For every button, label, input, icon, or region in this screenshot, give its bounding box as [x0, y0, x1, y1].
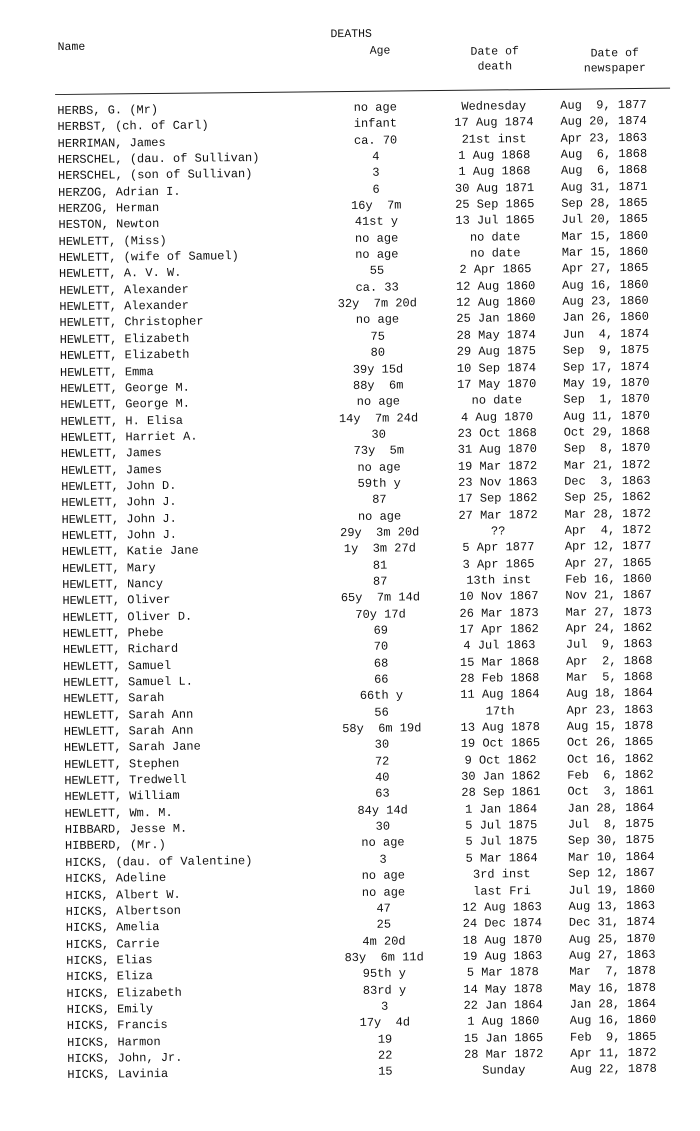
entry-name: HEWLETT, (Miss)	[58, 233, 167, 249]
entry-date-of-death: 5 Mar 1864	[465, 850, 538, 866]
entry-date-of-newspaper: Apr 23, 1863	[566, 702, 654, 718]
entry-date-of-newspaper: Aug 16, 1860	[569, 1013, 657, 1028]
entry-name: HEWLETT, John J.	[61, 511, 177, 527]
entry-name: HEWLETT, (wife of Samuel)	[58, 249, 239, 266]
entry-age: 70y 17d	[355, 607, 406, 622]
entry-age: 29y 3m 20d	[340, 525, 420, 541]
entry-date-of-newspaper: Jun 4, 1874	[562, 326, 650, 342]
entry-name: HICKS, John, Jr.	[67, 1050, 183, 1066]
entry-date-of-death: 5 Jul 1875	[465, 818, 538, 833]
entry-name: HEWLETT, Tredwell	[64, 772, 187, 789]
entry-date-of-newspaper: Apr 12, 1877	[564, 539, 652, 555]
entry-date-of-death: 13 Jul 1865	[455, 213, 535, 229]
entry-name: HEWLETT, George M.	[60, 380, 190, 396]
entry-age: 30	[374, 738, 390, 753]
entry-date-of-death: 5 Apr 1877	[462, 540, 535, 556]
entry-name: HEWLETT, Samuel L.	[63, 674, 193, 691]
entry-date-of-newspaper: Aug 6, 1868	[560, 146, 648, 162]
entry-date-of-death: 27 Mar 1872	[458, 507, 538, 523]
entry-name: HICKS, Harmon	[66, 1034, 161, 1050]
entry-date-of-death: 11 Aug 1864	[460, 687, 540, 703]
entry-name: HEWLETT, Sarah	[63, 691, 165, 707]
entry-date-of-death: 5 Jul 1875	[465, 834, 538, 850]
entry-age: no age	[356, 394, 401, 410]
entry-age: 30	[375, 819, 391, 834]
entry-date-of-newspaper: Sep 30, 1875	[567, 833, 655, 849]
entry-date-of-death: 21st inst	[461, 131, 527, 147]
entry-date-of-newspaper: Mar 7, 1878	[569, 964, 656, 979]
entry-date-of-death: 4 Jul 1863	[463, 638, 536, 654]
entry-age: 68	[373, 656, 389, 671]
entry-date-of-newspaper: Jan 28, 1864	[567, 800, 655, 816]
entry-date-of-death: 9 Oct 1862	[464, 752, 537, 768]
entry-date-of-newspaper: Sep 1, 1870	[563, 392, 650, 407]
entry-name: HERZOG, Herman	[58, 201, 160, 217]
entry-date-of-death: 5 Mar 1878	[466, 965, 539, 981]
entry-name: HICKS, Carrie	[65, 936, 160, 952]
entry-age: no age	[357, 509, 402, 524]
entry-age: 47	[376, 901, 391, 916]
entry-age: 83rd y	[362, 982, 407, 998]
entry-date-of-death: 28 Mar 1872	[464, 1046, 544, 1062]
entry-name: HICKS, Elizabeth	[66, 985, 182, 1001]
entry-age: no age	[353, 100, 397, 115]
entry-date-of-newspaper: Jul 19, 1860	[568, 882, 655, 898]
entry-date-of-death: 15 Mar 1868	[459, 654, 540, 670]
entry-age: 14y 7m 24d	[338, 410, 419, 426]
entry-age: 70	[373, 639, 389, 655]
entry-age: 4m 20d	[362, 933, 406, 949]
entry-age: 55	[369, 264, 385, 279]
entry-date-of-newspaper: May 16, 1878	[569, 980, 656, 996]
entry-age: 6	[372, 182, 380, 197]
entry-date-of-death: 1 Aug 1868	[458, 164, 531, 180]
entry-age: 59th y	[357, 476, 401, 491]
entry-date-of-death: 1 Jan 1864	[465, 801, 538, 817]
entry-name: HEWLETT, Christopher	[59, 314, 204, 331]
entry-date-of-death: 22 Jan 1864	[463, 997, 543, 1013]
header-divider	[55, 88, 670, 95]
entry-date-of-death: 28 May 1874	[456, 327, 536, 343]
entry-name: HICKS, Francis	[66, 1018, 168, 1034]
entry-date-of-newspaper: Sep 25, 1862	[564, 490, 651, 506]
entry-date-of-death: Wednesday	[461, 99, 527, 114]
entry-name: HEWLETT, Alexander	[59, 282, 189, 298]
entry-date-of-death: 17 May 1870	[456, 376, 537, 392]
entry-name: HEWLETT, William	[64, 789, 180, 805]
entry-date-of-death: 25 Jan 1860	[456, 311, 536, 327]
entry-name: HICKS, (dau. of Valentine)	[65, 853, 253, 870]
entry-date-of-newspaper: Jan 26, 1860	[562, 310, 649, 326]
entry-date-of-death: ??	[490, 524, 506, 539]
entry-age: 65y 7m 14d	[340, 590, 421, 606]
entry-age: 39y 15d	[352, 361, 404, 377]
entry-age: 75	[370, 329, 385, 344]
entry-name: HEWLETT, John J.	[61, 495, 177, 511]
entry-name: HEWLETT, Nancy	[62, 576, 164, 592]
entry-date-of-death: 26 Mar 1873	[459, 605, 539, 621]
entry-age: no age	[361, 835, 405, 851]
entry-name: HEWLETT, Samuel	[63, 658, 172, 674]
entry-name: HEWLETT, James	[60, 446, 162, 462]
entry-name: HEWLETT, John J.	[61, 527, 178, 543]
entry-age: ca. 33	[355, 280, 399, 295]
entry-age: 83y 6m 11d	[344, 950, 424, 965]
entry-date-of-newspaper: Aug 18, 1864	[566, 686, 653, 702]
entry-age: 15	[378, 1064, 393, 1080]
entry-date-of-death: 1 Aug 1868	[458, 148, 531, 163]
entry-date-of-newspaper: Mar 27, 1873	[565, 604, 653, 620]
entry-date-of-newspaper: Aug 9, 1877	[560, 97, 647, 113]
entry-date-of-newspaper: Sep 8, 1870	[563, 441, 651, 456]
entry-age: no age	[355, 247, 399, 263]
entry-name: HERSCHEL, (son of Sullivan)	[57, 167, 253, 184]
entry-date-of-newspaper: Sep 12, 1867	[568, 865, 655, 881]
entry-age: 66	[373, 672, 389, 687]
entry-date-of-death: 12 Aug 1860	[456, 295, 536, 310]
entry-name: HEWLETT, Oliver D.	[62, 609, 193, 625]
entry-age: 56	[374, 705, 389, 720]
entry-age: no age	[357, 460, 401, 475]
entry-date-of-death: 3 Apr 1865	[462, 556, 535, 572]
entry-age: no age	[361, 884, 406, 900]
entry-name: HERBS, G. (Mr)	[57, 102, 159, 119]
entry-date-of-newspaper: Jul 20, 1865	[561, 212, 648, 228]
entry-name: HERSCHEL, (dau. of Sullivan)	[57, 150, 260, 168]
entry-date-of-death: 25 Sep 1865	[455, 197, 535, 212]
entry-name: HEWLETT, Harriet A.	[60, 429, 198, 445]
entry-date-of-newspaper: Aug 15, 1878	[566, 718, 654, 734]
entry-age: no age	[361, 868, 405, 884]
entry-age: 41st y	[354, 214, 399, 230]
entry-age: 87	[372, 492, 387, 508]
entry-date-of-death: 19 Oct 1865	[460, 736, 541, 752]
entry-date-of-death: 15 Jan 1865	[463, 1030, 544, 1046]
entry-date-of-newspaper: Oct 16, 1862	[567, 751, 654, 767]
date-of-newspaper-column-header: Date of newspaper	[583, 46, 646, 76]
entry-age: 22	[377, 1048, 393, 1063]
entry-date-of-newspaper: Mar 5, 1868	[566, 669, 653, 685]
entry-date-of-newspaper: Nov 21, 1867	[565, 588, 652, 604]
entry-name: HICKS, Albertson	[65, 903, 181, 919]
entry-name: HEWLETT, Richard	[62, 642, 179, 658]
entry-date-of-newspaper: Sep 9, 1875	[562, 343, 650, 358]
entry-date-of-newspaper: Aug 20, 1874	[560, 114, 647, 130]
entry-date-of-newspaper: Apr 2, 1868	[566, 653, 653, 669]
entry-name: HEWLETT, H. Elisa	[60, 413, 184, 429]
entry-date-of-death: 17 Apr 1862	[459, 622, 539, 637]
entry-date-of-newspaper: Apr 4, 1872	[564, 522, 652, 538]
entry-name: HEWLETT, Elizabeth	[59, 347, 190, 364]
entry-date-of-death: 14 May 1878	[463, 981, 543, 997]
entry-date-of-newspaper: Jan 28, 1864	[569, 996, 657, 1012]
entry-date-of-death: 17 Aug 1874	[454, 115, 534, 131]
entry-date-of-newspaper: Dec 31, 1874	[568, 915, 656, 930]
entry-date-of-newspaper: Aug 23, 1860	[562, 293, 649, 309]
entry-date-of-newspaper: Oct 29, 1868	[563, 424, 651, 440]
entry-age: 3	[380, 999, 389, 1014]
entry-name: HEWLETT, Mary	[62, 560, 156, 576]
entry-age: no age	[354, 231, 399, 246]
entry-age: 63	[375, 787, 390, 802]
entry-date-of-death: 23 Nov 1863	[458, 474, 538, 490]
entry-date-of-newspaper: Oct 3, 1861	[567, 784, 654, 800]
entry-date-of-death: no date	[471, 393, 523, 408]
entry-name: HICKS, Amelia	[65, 920, 160, 936]
entry-age: 69	[373, 623, 389, 638]
entry-name: HEWLETT, George M.	[60, 396, 191, 413]
entry-name: HICKS, Albert W.	[65, 887, 181, 903]
entry-name: HEWLETT, Stephen	[64, 756, 180, 772]
entry-age: 3	[372, 166, 380, 181]
entry-age: 40	[375, 770, 390, 785]
entry-age: ca. 70	[353, 133, 398, 148]
entry-date-of-death: 13 Aug 1878	[460, 720, 540, 735]
entry-date-of-death: 29 Aug 1875	[456, 344, 537, 360]
entry-age: 95th y	[362, 966, 407, 982]
entry-date-of-death: 3rd inst	[472, 867, 531, 882]
entry-age: 4	[372, 149, 380, 164]
entry-date-of-death: last Fri	[473, 883, 531, 899]
deaths-heading: DEATHS	[330, 27, 372, 42]
entry-name: HEWLETT, Katie Jane	[61, 543, 199, 560]
entry-name: HERBST, (ch. of Carl)	[57, 118, 209, 135]
entry-name: HEWLETT, Elizabeth	[59, 331, 190, 347]
entry-name: HEWLETT, Sarah Jane	[63, 739, 201, 756]
entry-age: 84y 14d	[357, 803, 408, 818]
entry-age: 1y 3m 27d	[343, 541, 416, 557]
entry-age: 66th y	[359, 688, 404, 704]
entry-date-of-newspaper: Dec 3, 1863	[564, 473, 651, 489]
entry-date-of-newspaper: Sep 28, 1865	[561, 195, 648, 211]
entry-date-of-newspaper: Apr 27, 1865	[564, 555, 652, 571]
entry-date-of-death: 31 Aug 1870	[457, 442, 538, 458]
entry-date-of-newspaper: Mar 15, 1860	[561, 244, 649, 260]
entry-name: HICKS, Lavinia	[67, 1067, 169, 1083]
entry-date-of-death: 30 Jan 1862	[461, 769, 541, 784]
entry-name: HERZOG, Adrian I.	[58, 184, 181, 200]
entry-date-of-death: 17th	[485, 704, 515, 719]
entry-name: HERRIMAN, James	[57, 135, 166, 151]
entry-date-of-death: 28 Sep 1861	[461, 785, 541, 801]
entry-age: 58y 6m 19d	[342, 721, 422, 737]
entry-date-of-newspaper: Aug 25, 1870	[568, 931, 656, 947]
entry-age: 25	[376, 917, 392, 932]
entry-date-of-newspaper: Apr 11, 1872	[570, 1045, 657, 1061]
entry-name: HEWLETT, Sarah Ann	[63, 723, 194, 740]
entry-date-of-newspaper: Jul 9, 1863	[565, 637, 653, 653]
entry-date-of-death: 10 Nov 1867	[459, 589, 539, 605]
entry-date-of-death: 19 Aug 1863	[462, 948, 543, 964]
entry-age: 17y 4d	[359, 1015, 411, 1031]
entry-date-of-death: no date	[470, 246, 521, 261]
entry-date-of-newspaper: Oct 26, 1865	[566, 735, 654, 751]
entry-date-of-newspaper: Sep 17, 1874	[562, 359, 650, 375]
entry-date-of-death: 23 Oct 1868	[457, 425, 537, 441]
entry-name: HEWLETT, Emma	[59, 364, 154, 380]
entry-age: 88y 6m	[352, 378, 404, 393]
entry-name: HICKS, Emily	[66, 1001, 154, 1017]
entry-date-of-newspaper: Mar 21, 1872	[563, 457, 651, 473]
entry-date-of-death: 13th inst	[466, 573, 532, 588]
entry-name: HEWLETT, Sarah Ann	[63, 707, 194, 723]
entry-date-of-newspaper: Mar 10, 1864	[568, 849, 655, 865]
entry-date-of-death: 17 Sep 1862	[458, 491, 538, 507]
entry-date-of-newspaper: Feb 6, 1862	[567, 767, 654, 783]
entry-date-of-death: 24 Dec 1874	[462, 916, 542, 932]
entry-date-of-death: 12 Aug 1860	[455, 278, 536, 294]
entry-date-of-newspaper: Aug 27, 1863	[569, 947, 656, 963]
entry-date-of-newspaper: Mar 15, 1860	[561, 228, 649, 244]
entry-age: 73y 5m	[353, 443, 405, 459]
entry-date-of-death: Sunday	[482, 1063, 526, 1078]
entry-date-of-death: 4 Aug 1870	[460, 409, 534, 425]
date-of-death-column-header: Date of death	[470, 45, 519, 74]
entry-date-of-death: 18 Aug 1870	[462, 932, 543, 948]
entry-date-of-death: 19 Mar 1872	[457, 458, 538, 474]
entry-age: 32y 7m 20d	[337, 296, 417, 312]
entry-date-of-newspaper: Aug 11, 1870	[563, 408, 650, 424]
entry-name: HEWLETT, Alexander	[59, 298, 190, 315]
entry-age: 81	[372, 558, 388, 573]
entry-date-of-newspaper: Aug 22, 1878	[570, 1062, 657, 1078]
entry-age: no age	[355, 312, 400, 328]
entry-date-of-newspaper: Apr 23, 1863	[560, 130, 648, 146]
entry-date-of-newspaper: Feb 16, 1860	[565, 571, 652, 587]
name-column-header: Name	[57, 40, 86, 55]
entry-date-of-death: 1 Aug 1860	[467, 1014, 540, 1030]
entry-name: HESTON, Newton	[58, 217, 160, 233]
entry-date-of-death: 28 Feb 1868	[460, 671, 540, 686]
entry-age: 16y 7m	[351, 198, 402, 214]
entry-date-of-newspaper: Apr 24, 1862	[565, 620, 653, 636]
entry-name: HEWLETT, Phebe	[62, 625, 164, 642]
entry-date-of-newspaper: Mar 28, 1872	[564, 506, 652, 522]
entry-age: 72	[374, 754, 390, 769]
entry-age: 80	[370, 345, 386, 360]
age-column-header: Age	[369, 44, 391, 58]
entry-date-of-newspaper: Apr 27, 1865	[561, 261, 649, 277]
entry-name: HIBBARD, Jesse M.	[64, 821, 188, 838]
entry-age: infant	[353, 116, 398, 132]
entry-date-of-death: 2 Apr 1865	[459, 262, 532, 278]
entry-date-of-newspaper: Aug 31, 1871	[561, 179, 648, 195]
entry-date-of-death: no date	[469, 229, 521, 245]
entry-age: 87	[372, 574, 388, 589]
entry-date-of-death: 10 Sep 1874	[456, 360, 537, 376]
entry-date-of-death: 30 Aug 1871	[454, 180, 535, 196]
entry-age: 30	[371, 427, 386, 442]
deaths-table-body	[0, 96, 700, 1084]
entry-name: HICKS, Eliza	[66, 969, 153, 985]
entry-name: HEWLETT, John D.	[61, 478, 177, 494]
entry-date-of-newspaper: Feb 9, 1865	[569, 1029, 657, 1045]
entry-name: HEWLETT, A. V. W.	[58, 266, 182, 282]
entry-date-of-newspaper: May 19, 1870	[563, 375, 650, 391]
entry-date-of-newspaper: Aug 13, 1863	[568, 898, 656, 914]
entry-name: HIBBERD, (Mr.)	[64, 838, 166, 854]
entry-name: HICKS, Adeline	[65, 871, 167, 887]
entry-name: HEWLETT, Oliver	[62, 593, 171, 609]
entry-name: HEWLETT, Wm. M.	[64, 805, 173, 821]
entry-age: 3	[379, 852, 387, 867]
entry-date-of-death: 12 Aug 1863	[462, 899, 542, 915]
entry-date-of-newspaper: Jul 8, 1875	[567, 816, 655, 832]
entry-date-of-newspaper: Aug 6, 1868	[560, 163, 648, 179]
entry-name: HEWLETT, James	[60, 462, 162, 478]
entry-age: 19	[377, 1032, 393, 1047]
entry-name: HICKS, Elias	[66, 952, 153, 968]
entry-date-of-newspaper: Aug 16, 1860	[562, 277, 649, 293]
